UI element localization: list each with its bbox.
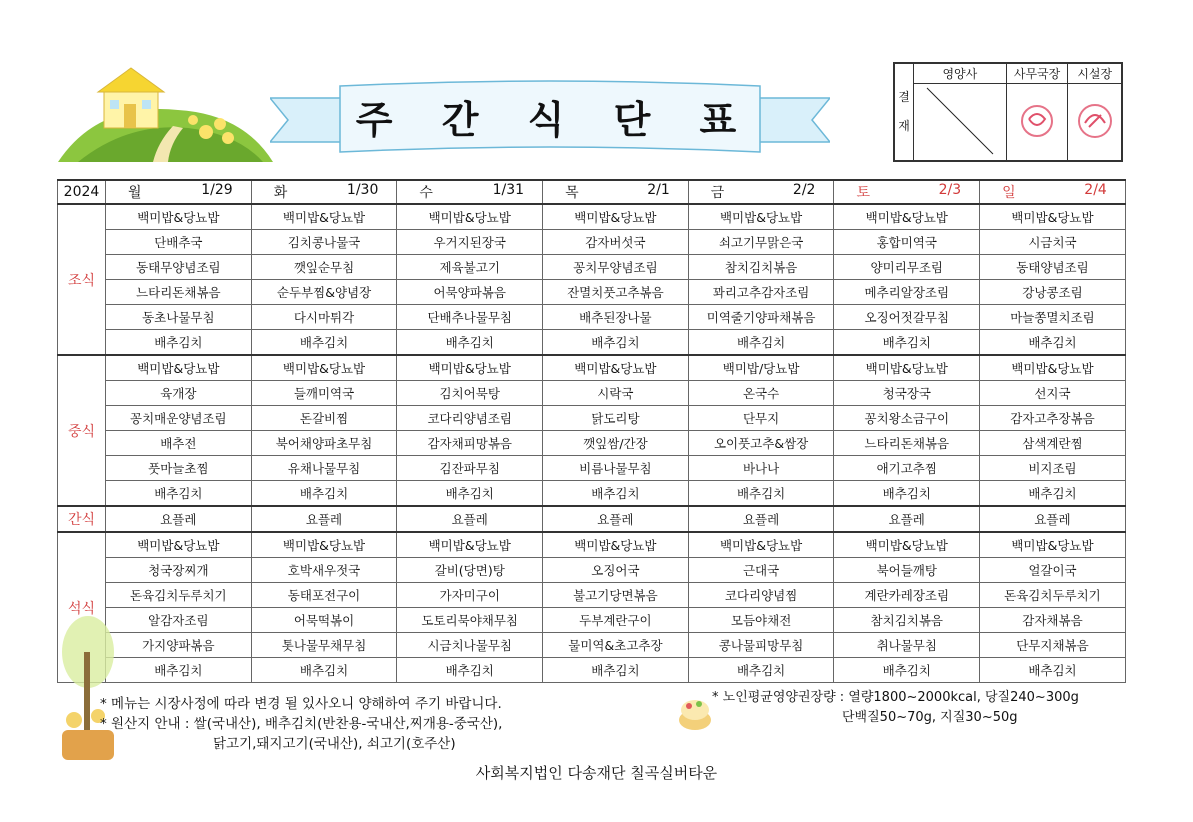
day-name: 금 xyxy=(710,185,725,201)
menu-item: 백미밥&당뇨밥 xyxy=(106,355,252,381)
menu-item: 꽈리고추감자조림 xyxy=(688,280,834,305)
menu-item: 배추김치 xyxy=(106,330,252,356)
menu-item: 백미밥&당뇨밥 xyxy=(251,355,397,381)
menu-item: 요플레 xyxy=(397,506,543,532)
menu-item: 배추김치 xyxy=(688,658,834,683)
menu-item: 미역줄기양파채볶음 xyxy=(688,305,834,330)
day-date: 1/29 xyxy=(201,182,233,198)
approval-slash-cell xyxy=(914,84,1007,161)
menu-item: 배추김치 xyxy=(980,330,1126,356)
menu-item: 애기고추찜 xyxy=(834,456,980,481)
menu-item: 오이풋고추&쌈장 xyxy=(688,431,834,456)
day-date: 2/2 xyxy=(792,182,816,198)
menu-item: 백미밥/당뇨밥 xyxy=(688,355,834,381)
menu-item: 백미밥&당뇨밥 xyxy=(106,204,252,230)
menu-item: 단무지채볶음 xyxy=(980,633,1126,658)
menu-item: 백미밥&당뇨밥 xyxy=(688,204,834,230)
menu-item: 배추김치 xyxy=(688,330,834,356)
menu-item: 불고기당면볶음 xyxy=(543,583,689,608)
menu-item: 다시마튀각 xyxy=(251,305,397,330)
day-name: 목 xyxy=(565,185,579,201)
menu-item: 돈육김치두루치기 xyxy=(106,583,252,608)
menu-item: 가자미구이 xyxy=(397,583,543,608)
menu-item: 풋마늘초찜 xyxy=(106,456,252,481)
menu-item: 배추전 xyxy=(106,431,252,456)
day-date: 2/3 xyxy=(938,182,962,198)
menu-item: 가지양파볶음 xyxy=(106,633,252,658)
menu-item: 배추김치 xyxy=(543,658,689,683)
menu-item: 알감자조림 xyxy=(106,608,252,633)
note-origin: * 원산지 안내 : 쌀(국내산), 배추김치(반찬용-국내산,찌개용-중국산), xyxy=(100,716,503,732)
menu-item: 취나물무침 xyxy=(834,633,980,658)
menu-item: 메추리알장조림 xyxy=(834,280,980,305)
menu-item: 동태양념조림 xyxy=(980,255,1126,280)
menu-item: 톳나물무채무침 xyxy=(251,633,397,658)
weekly-menu-table xyxy=(57,179,1126,683)
day-date: 2/4 xyxy=(1084,182,1107,198)
menu-item: 꽁치매운양념조림 xyxy=(106,406,252,431)
menu-row-dinner xyxy=(58,608,1126,633)
day-header-5 xyxy=(834,180,980,204)
menu-item: 단배추국 xyxy=(106,230,252,255)
menu-row-breakfast xyxy=(58,280,1126,305)
menu-item: 단무지 xyxy=(688,406,834,431)
menu-item: 백미밥&당뇨밥 xyxy=(397,355,543,381)
menu-row-breakfast xyxy=(58,204,1126,230)
menu-item: 요플레 xyxy=(106,506,252,532)
menu-item: 요플레 xyxy=(543,506,689,532)
menu-item: 돈육김치두루치기 xyxy=(980,583,1126,608)
approval-side-label: 결 재 xyxy=(895,64,914,161)
menu-item: 김치어묵탕 xyxy=(397,381,543,406)
menu-item: 어묵양파볶음 xyxy=(397,280,543,305)
year-cell: 2024 xyxy=(58,180,106,204)
menu-row-lunch xyxy=(58,381,1126,406)
menu-item: 온국수 xyxy=(688,381,834,406)
menu-item: 배추김치 xyxy=(834,481,980,507)
menu-item: 감자고추장볶음 xyxy=(980,406,1126,431)
menu-item: 감자채볶음 xyxy=(980,608,1126,633)
menu-item: 비름나물무침 xyxy=(543,456,689,481)
menu-item: 백미밥&당뇨밥 xyxy=(251,204,397,230)
menu-item: 백미밥&당뇨밥 xyxy=(543,532,689,558)
menu-item: 배추김치 xyxy=(543,330,689,356)
day-date: 1/30 xyxy=(346,182,379,198)
menu-row-breakfast xyxy=(58,330,1126,356)
nutrition-line-2: 단백질50~70g, 지질30~50g xyxy=(842,710,1018,725)
menu-item: 청국장국 xyxy=(834,381,980,406)
approval-role-nutritionist: 영양사 xyxy=(914,64,1007,84)
menu-item: 육개장 xyxy=(106,381,252,406)
menu-item: 배추김치 xyxy=(397,658,543,683)
menu-item: 제육불고기 xyxy=(397,255,543,280)
menu-item: 시금치국 xyxy=(980,230,1126,255)
menu-item: 참치김치볶음 xyxy=(688,255,834,280)
menu-item: 배추김치 xyxy=(397,481,543,507)
menu-item: 느타리돈채볶음 xyxy=(834,431,980,456)
nutrition-guide xyxy=(712,688,1079,728)
menu-item: 배추김치 xyxy=(980,658,1126,683)
menu-item: 갈비(당면)탕 xyxy=(397,558,543,583)
menu-row-lunch xyxy=(58,431,1126,456)
menu-item: 백미밥&당뇨밥 xyxy=(543,355,689,381)
menu-row-dinner xyxy=(58,583,1126,608)
menu-item: 오징어젓갈무침 xyxy=(834,305,980,330)
menu-item: 쇠고기무맑은국 xyxy=(688,230,834,255)
menu-item: 바나나 xyxy=(688,456,834,481)
menu-item: 어묵떡볶이 xyxy=(251,608,397,633)
menu-item: 홍합미역국 xyxy=(834,230,980,255)
menu-notes xyxy=(100,694,502,754)
menu-item: 선지국 xyxy=(980,381,1126,406)
menu-item: 김잔파무침 xyxy=(397,456,543,481)
menu-item: 마늘쫑멸치조림 xyxy=(980,305,1126,330)
approval-stamp-secretary xyxy=(1006,84,1068,161)
menu-item: 양미리무조림 xyxy=(834,255,980,280)
menu-item: 꽁치왕소금구이 xyxy=(834,406,980,431)
day-date: 1/31 xyxy=(492,182,525,198)
day-header-3 xyxy=(543,180,689,204)
menu-item: 두부계란구이 xyxy=(543,608,689,633)
menu-item: 콩나물피망무침 xyxy=(688,633,834,658)
menu-row-dinner xyxy=(58,558,1126,583)
day-header-2 xyxy=(397,180,543,204)
meal-label-breakfast: 조식 xyxy=(58,204,106,355)
menu-item: 배추김치 xyxy=(251,481,397,507)
page-title: 주 간 식 단 표 xyxy=(355,96,755,142)
menu-item: 요플레 xyxy=(834,506,980,532)
menu-item: 백미밥&당뇨밥 xyxy=(543,204,689,230)
menu-item: 요플레 xyxy=(980,506,1126,532)
menu-item: 강낭콩조림 xyxy=(980,280,1126,305)
menu-item: 동태포전구이 xyxy=(251,583,397,608)
menu-item: 청국장찌개 xyxy=(106,558,252,583)
menu-item: 백미밥&당뇨밥 xyxy=(251,532,397,558)
approval-box xyxy=(893,62,1123,162)
menu-row-lunch xyxy=(58,406,1126,431)
menu-item: 근대국 xyxy=(688,558,834,583)
menu-row-breakfast xyxy=(58,305,1126,330)
menu-item: 배추김치 xyxy=(251,330,397,356)
menu-item: 잔멸치풋고추볶음 xyxy=(543,280,689,305)
menu-item: 백미밥&당뇨밥 xyxy=(688,532,834,558)
menu-item: 배추된장나물 xyxy=(543,305,689,330)
day-header-4 xyxy=(688,180,834,204)
menu-row-dinner xyxy=(58,633,1126,658)
nutrition-line-1: * 노인평균영양권장량 : 열량1800~2000kcal, 당질240~300g xyxy=(712,690,1079,705)
menu-item: 북어들깨탕 xyxy=(834,558,980,583)
menu-row-snack xyxy=(58,506,1126,532)
day-header-6 xyxy=(980,180,1126,204)
menu-item: 꽁치무양념조림 xyxy=(543,255,689,280)
menu-item: 코다리양념찜 xyxy=(688,583,834,608)
menu-item: 배추김치 xyxy=(106,481,252,507)
hill-house-illustration xyxy=(58,62,273,166)
menu-item: 백미밥&당뇨밥 xyxy=(397,204,543,230)
menu-row-dinner xyxy=(58,658,1126,683)
menu-item: 요플레 xyxy=(251,506,397,532)
menu-item: 느타리돈채볶음 xyxy=(106,280,252,305)
menu-item: 백미밥&당뇨밥 xyxy=(834,355,980,381)
menu-item: 감자채피망볶음 xyxy=(397,431,543,456)
menu-item: 시금치나물무침 xyxy=(397,633,543,658)
menu-item: 비지조림 xyxy=(980,456,1126,481)
menu-item: 요플레 xyxy=(688,506,834,532)
meal-label-lunch: 중식 xyxy=(58,355,106,506)
menu-item: 백미밥&당뇨밥 xyxy=(980,532,1126,558)
menu-item: 배추김치 xyxy=(397,330,543,356)
menu-item: 백미밥&당뇨밥 xyxy=(834,204,980,230)
menu-item: 백미밥&당뇨밥 xyxy=(980,204,1126,230)
menu-item: 닭도리탕 xyxy=(543,406,689,431)
menu-item: 동태무양념조림 xyxy=(106,255,252,280)
day-header-0 xyxy=(106,180,252,204)
day-name: 토 xyxy=(856,185,870,201)
menu-item: 북어채양파초무침 xyxy=(251,431,397,456)
menu-item: 단배추나물무침 xyxy=(397,305,543,330)
approval-role-director: 시설장 xyxy=(1068,64,1122,84)
day-date: 2/1 xyxy=(647,182,670,198)
approval-role-secretary: 사무국장 xyxy=(1006,64,1068,84)
menu-item: 배추김치 xyxy=(980,481,1126,507)
menu-item: 시락국 xyxy=(543,381,689,406)
menu-item: 배추김치 xyxy=(688,481,834,507)
menu-item: 백미밥&당뇨밥 xyxy=(397,532,543,558)
menu-item: 감자버섯국 xyxy=(543,230,689,255)
cake-illustration xyxy=(677,692,713,732)
menu-item: 삼색계란찜 xyxy=(980,431,1126,456)
day-name: 일 xyxy=(1002,185,1016,201)
menu-item: 배추김치 xyxy=(834,330,980,356)
note-change: * 메뉴는 시장사정에 따라 변경 될 있사오니 양해하여 주기 바랍니다. xyxy=(100,696,502,712)
menu-item: 물미역&초고추장 xyxy=(543,633,689,658)
menu-header-row xyxy=(58,180,1126,204)
menu-item: 배추김치 xyxy=(543,481,689,507)
menu-item: 오징어국 xyxy=(543,558,689,583)
day-header-1 xyxy=(251,180,397,204)
menu-item: 유채나물무침 xyxy=(251,456,397,481)
menu-item: 백미밥&당뇨밥 xyxy=(980,355,1126,381)
day-name: 월 xyxy=(128,185,142,201)
menu-item: 얼갈이국 xyxy=(980,558,1126,583)
menu-item: 들깨미역국 xyxy=(251,381,397,406)
menu-item: 배추김치 xyxy=(834,658,980,683)
menu-item: 김치콩나물국 xyxy=(251,230,397,255)
menu-item: 순두부찜&양념장 xyxy=(251,280,397,305)
menu-item: 배추김치 xyxy=(251,658,397,683)
note-origin-cont: 닭고기,돼지고기(국내산), 쇠고기(호주산) xyxy=(213,736,456,752)
day-name: 화 xyxy=(273,185,288,201)
menu-item: 코다리양념조림 xyxy=(397,406,543,431)
menu-item: 동초나물무침 xyxy=(106,305,252,330)
approval-stamp-director xyxy=(1068,84,1122,161)
menu-item: 참치김치볶음 xyxy=(834,608,980,633)
menu-item: 백미밥&당뇨밥 xyxy=(834,532,980,558)
meal-label-dinner: 석식 xyxy=(58,532,106,683)
menu-row-lunch xyxy=(58,456,1126,481)
menu-item: 깻잎쌈/간장 xyxy=(543,431,689,456)
day-name: 수 xyxy=(419,185,433,201)
menu-row-lunch xyxy=(58,355,1126,381)
meal-label-snack: 간식 xyxy=(58,506,106,532)
menu-item: 우거지된장국 xyxy=(397,230,543,255)
menu-item: 백미밥&당뇨밥 xyxy=(106,532,252,558)
menu-item: 돈갈비찜 xyxy=(251,406,397,431)
menu-item: 계란카레장조림 xyxy=(834,583,980,608)
menu-item: 호박새우젓국 xyxy=(251,558,397,583)
menu-row-breakfast xyxy=(58,230,1126,255)
menu-row-lunch xyxy=(58,481,1126,507)
menu-item: 배추김치 xyxy=(106,658,252,683)
menu-item: 도토리묵야채무침 xyxy=(397,608,543,633)
menu-row-breakfast xyxy=(58,255,1126,280)
organization-name: 사회복지법인 다송재단 칠곡실버타운 xyxy=(475,764,718,782)
menu-item: 모듬야채전 xyxy=(688,608,834,633)
menu-row-dinner xyxy=(58,532,1126,558)
menu-item: 깻잎순무침 xyxy=(251,255,397,280)
